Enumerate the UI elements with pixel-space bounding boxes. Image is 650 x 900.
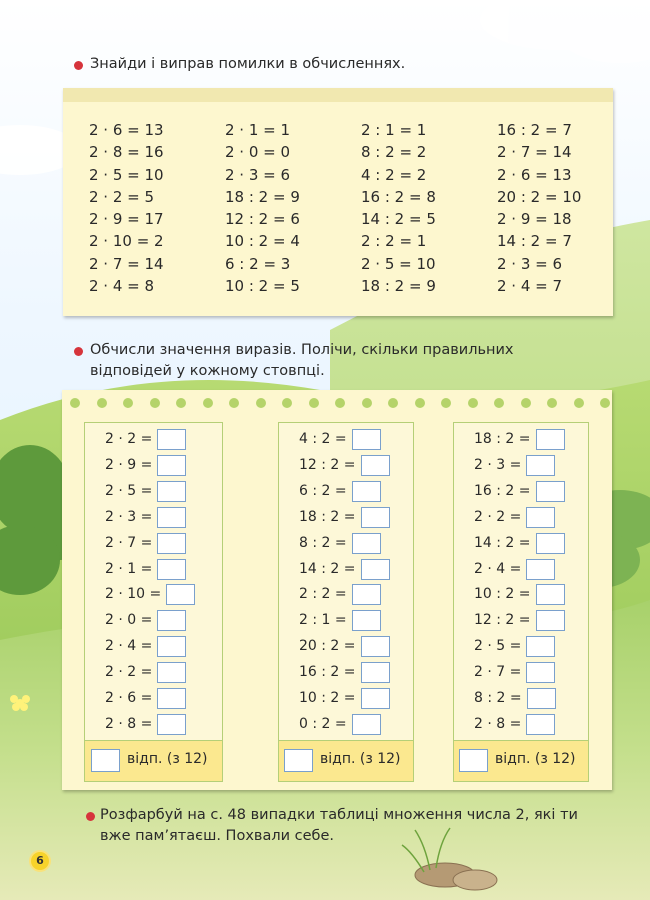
correct-count-box[interactable] [459, 749, 488, 772]
ring-hole [521, 398, 531, 408]
expression: 4 : 2 = 2 [361, 165, 427, 184]
task1-column-2 [225, 119, 300, 297]
ring-hole [574, 398, 584, 408]
answer-box[interactable] [361, 636, 390, 657]
answer-box[interactable] [536, 533, 565, 554]
answer-box[interactable] [526, 662, 555, 683]
expression: 2 · 1 = 1 [225, 121, 291, 139]
ring-hole [203, 398, 213, 408]
expression: 8 : 2 = [474, 690, 522, 706]
expression: 2 · 5 = 10 [361, 254, 436, 273]
answer-box[interactable] [157, 610, 186, 631]
ring-hole [494, 398, 504, 408]
expression: 2 · 2 = [105, 664, 153, 681]
expression: 2 · 7 = [105, 534, 153, 551]
ring-hole [97, 398, 107, 408]
expression: 2 · 1 = [105, 560, 153, 577]
expression: 2 : 1 = 1 [361, 121, 427, 139]
ring-hole [123, 398, 133, 408]
task1-instruction: Знайди і виправ помилки в обчисленнях. [90, 56, 406, 72]
expression: 2 · 9 = [105, 456, 153, 473]
task2-ring-holes [62, 390, 612, 416]
ring-hole [309, 398, 319, 408]
expression: 2 : 1 = [299, 612, 347, 629]
expression: 16 : 2 = [299, 664, 356, 681]
expression: 2 · 3 = 6 [497, 254, 563, 273]
expression: 20 : 2 = [299, 638, 356, 655]
answer-box[interactable] [526, 559, 555, 580]
answer-box[interactable] [352, 429, 381, 450]
footer-label: відп. (з 12) [127, 751, 208, 767]
expression: 10 : 2 = 5 [225, 277, 300, 296]
expression: 10 : 2 = [299, 690, 356, 706]
task1-column-4 [497, 119, 581, 297]
task2-instruction-line1: Обчисли значення виразів. Полічи, скільки правильних [90, 342, 514, 358]
ring-hole [441, 398, 451, 408]
correct-count-box[interactable] [91, 749, 120, 772]
task3-instruction-line2: вже пам’ятаєш. Похвали себе. [100, 828, 335, 844]
ring-hole [547, 398, 557, 408]
answer-box[interactable] [157, 455, 186, 476]
expression: 4 : 2 = [299, 431, 347, 447]
expression: 2 · 3 = [105, 508, 153, 525]
expression: 6 : 2 = 3 [225, 254, 291, 273]
answer-box[interactable] [526, 455, 555, 476]
ring-hole [256, 398, 266, 408]
expression: 2 · 4 = 7 [497, 277, 563, 296]
expression: 2 · 3 = [474, 456, 522, 473]
ring-hole [150, 398, 160, 408]
answer-box[interactable] [352, 533, 381, 554]
expression: 18 : 2 = [299, 508, 356, 525]
expression: 2 · 6 = [105, 690, 153, 706]
expression: 18 : 2 = 9 [361, 277, 436, 296]
answer-box[interactable] [526, 636, 555, 657]
ring-hole [70, 398, 80, 408]
answer-box[interactable] [157, 533, 186, 554]
expression: 18 : 2 = [474, 431, 531, 447]
ring-hole [176, 398, 186, 408]
expression: 12 : 2 = [474, 612, 531, 629]
expression: 2 · 2 = [474, 508, 522, 525]
answer-box[interactable] [157, 559, 186, 580]
expression: 14 : 2 = 7 [497, 232, 572, 251]
expression: 2 · 7 = [474, 664, 522, 681]
expression: 8 : 2 = [299, 534, 347, 551]
answer-box[interactable] [352, 610, 381, 631]
answer-column-1-footer [85, 740, 222, 781]
expression: 2 · 9 = 18 [497, 210, 572, 229]
expression: 18 : 2 = 9 [225, 187, 300, 206]
expression: 2 · 3 = 6 [225, 165, 291, 184]
ring-hole [229, 398, 239, 408]
expression: 2 · 10 = 2 [89, 232, 164, 251]
answer-box[interactable] [352, 714, 381, 735]
answer-box[interactable] [361, 507, 390, 528]
answer-box[interactable] [361, 455, 390, 476]
expression: 0 : 2 = [299, 715, 347, 732]
page-number-badge [31, 852, 49, 870]
expression: 2 · 6 = 13 [497, 165, 572, 184]
expression: 2 · 0 = [105, 612, 153, 629]
answer-box[interactable] [536, 584, 565, 605]
expression: 16 : 2 = 8 [361, 187, 436, 206]
answer-box[interactable] [536, 610, 565, 631]
expression: 2 · 8 = [474, 715, 522, 732]
expression: 2 · 7 = 14 [89, 254, 164, 273]
answer-box[interactable] [352, 584, 381, 605]
expression: 2 · 10 = [105, 586, 162, 603]
expression: 12 : 2 = 6 [225, 210, 300, 229]
task1-paper-top-edge [63, 88, 613, 102]
ring-hole [282, 398, 292, 408]
expression: 2 · 6 = 13 [89, 121, 164, 139]
expression: 2 · 5 = 10 [89, 165, 164, 184]
answer-column-2-footer [279, 740, 413, 781]
answer-box[interactable] [536, 429, 565, 450]
expression: 2 · 4 = [474, 560, 522, 577]
expression: 2 · 9 = 17 [89, 210, 164, 229]
answer-box[interactable] [352, 481, 381, 502]
task2-instruction-line2: відповідей у кожному стовпці. [90, 363, 325, 379]
ring-hole [335, 398, 345, 408]
answer-box[interactable] [157, 507, 186, 528]
expression: 14 : 2 = [474, 534, 531, 551]
answer-column-2 [278, 422, 414, 782]
answer-box[interactable] [157, 429, 186, 450]
footer-label: відп. (з 12) [320, 751, 401, 767]
expression: 2 · 4 = 8 [89, 277, 155, 296]
answer-column-3-footer [454, 740, 588, 781]
expression: 2 · 4 = [105, 638, 153, 655]
ring-hole [415, 398, 425, 408]
answer-box[interactable] [157, 688, 186, 709]
answer-box[interactable] [361, 662, 390, 683]
answer-column-1 [84, 422, 223, 782]
answer-box[interactable] [157, 636, 186, 657]
expression: 12 : 2 = [299, 456, 356, 473]
answer-box[interactable] [527, 688, 556, 709]
answer-column-3 [453, 422, 589, 782]
expression: 2 · 0 = 0 [225, 143, 291, 162]
task1-bullet [74, 61, 83, 70]
expression: 20 : 2 = 10 [497, 187, 582, 206]
task3-instruction [100, 805, 578, 847]
expression: 2 · 7 = 14 [497, 143, 572, 162]
answer-box[interactable] [157, 662, 186, 683]
page-number: 6 [36, 854, 44, 867]
task3-bullet [86, 812, 95, 821]
task1-column-3 [361, 119, 436, 297]
answer-box[interactable] [526, 714, 555, 735]
expression: 2 · 8 = 16 [89, 143, 164, 162]
answer-box[interactable] [166, 584, 195, 605]
expression: 2 : 2 = 1 [361, 232, 427, 251]
ring-hole [362, 398, 372, 408]
answer-box[interactable] [536, 481, 565, 502]
expression: 2 · 2 = [105, 431, 153, 447]
task2-instruction [90, 340, 514, 382]
expression: 16 : 2 = [474, 482, 531, 499]
expression: 14 : 2 = [299, 560, 356, 577]
expression: 16 : 2 = 7 [497, 121, 572, 139]
footer-label: відп. (з 12) [495, 751, 576, 767]
answer-box[interactable] [361, 688, 390, 709]
expression: 10 : 2 = [474, 586, 531, 603]
answer-box[interactable] [361, 559, 390, 580]
task3-instruction-line1: Розфарбуй на с. 48 випадки таблиці множення числа 2, які ти [100, 807, 578, 823]
ring-hole [600, 398, 610, 408]
answer-box[interactable] [157, 714, 186, 735]
ring-hole [388, 398, 398, 408]
expression: 10 : 2 = 4 [225, 232, 300, 251]
expression: 2 : 2 = [299, 586, 347, 603]
expression: 2 · 5 = [474, 638, 522, 655]
task1-column-1 [89, 119, 164, 297]
answer-box[interactable] [526, 507, 555, 528]
expression: 8 : 2 = 2 [361, 143, 427, 162]
expression: 6 : 2 = [299, 482, 347, 499]
task2-bullet [74, 347, 83, 356]
correct-count-box[interactable] [284, 749, 313, 772]
ring-hole [468, 398, 478, 408]
expression: 14 : 2 = 5 [361, 210, 436, 229]
expression: 2 · 5 = [105, 482, 153, 499]
expression: 2 · 8 = [105, 715, 153, 732]
expression: 2 · 2 = 5 [89, 187, 155, 206]
answer-box[interactable] [157, 481, 186, 502]
